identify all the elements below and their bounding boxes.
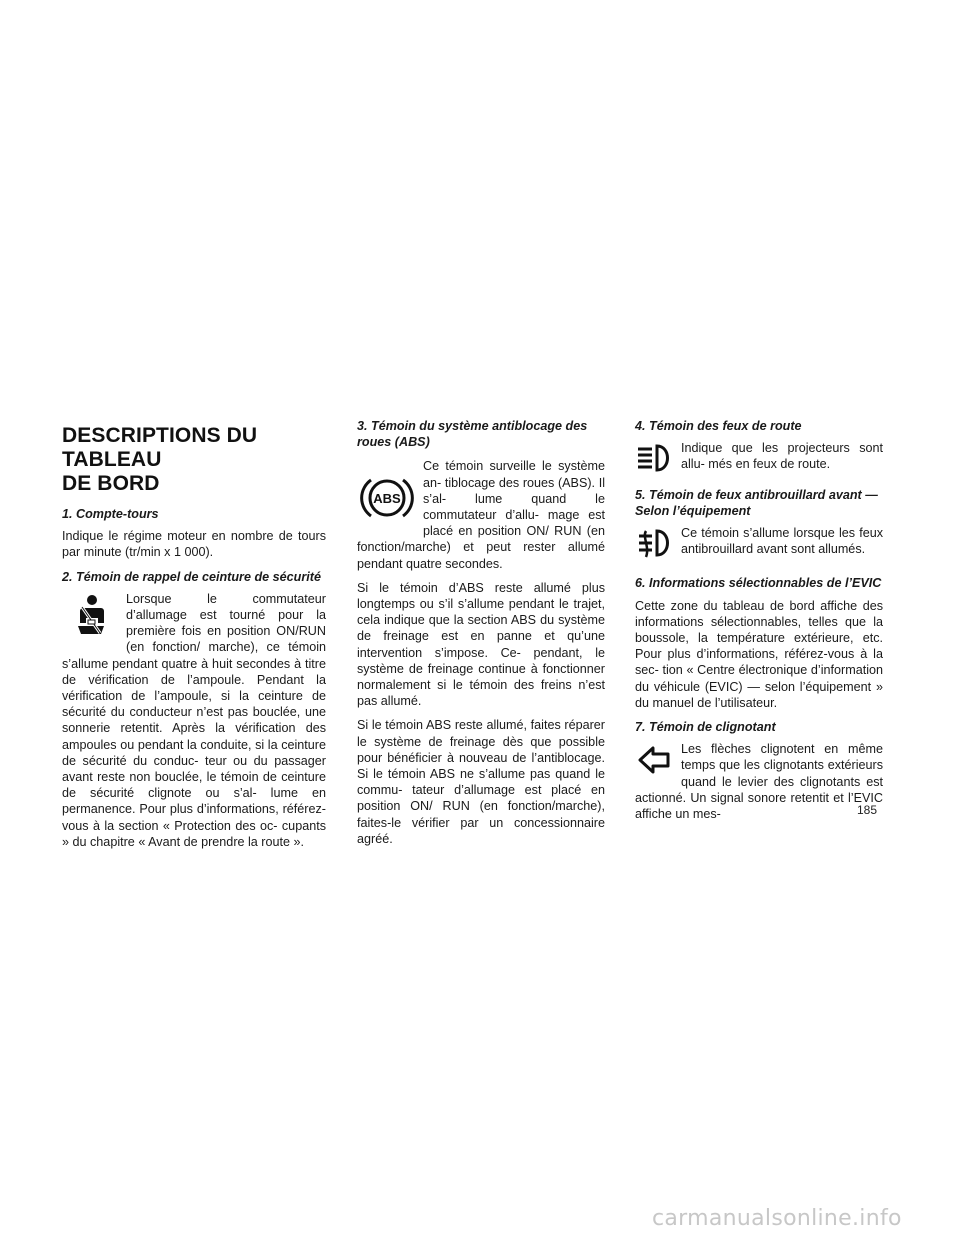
- section-3-text-3: Si le témoin ABS reste allumé, faites réparer le système de freinage dès que possible pour bénéficier à nouveau de l’antiblocage. Si le témoin ABS ne s’allume pas quand le commu- tateur d’allumage est placé en position ON/ RUN (en fonction/marche), faites-le vérifier par un concessionnaire agréé.: [357, 718, 605, 846]
- turn-signal-icon: [635, 743, 675, 777]
- section-5-heading: 5. Témoin de feux antibrouillard avant — Selon l’équipement: [635, 487, 878, 518]
- svg-text:ABS: ABS: [373, 491, 401, 507]
- abs-warning-icon: [357, 470, 417, 526]
- section-1-text: Indique le régime moteur en nombre de tours par minute (tr/min x 1 000).: [62, 529, 326, 560]
- seatbelt-icon: [62, 593, 120, 641]
- section-6-heading: 6. Informations sélectionnables de l’EVIC: [635, 576, 882, 591]
- section-4-heading: 4. Témoin des feux de route: [635, 419, 802, 433]
- section-2-text: Lorsque le commutateur d’allumage est tourné pour la première fois en position ON/RUN (en fonction/ marche), ce témoin s’allume pendant quatre à huit secondes à titre de vérification de l’ampoule. Pendant la vérification de l’ampoule, si la ceinture de sécurité du conducteur n’est pas bouclée, une sonnerie retentit. Après la vérification des ampoules ou pendant la conduite, si la ceinture de sécurité du conduc- teur ou du passager avant reste non bouclée, le témoin de ceinture de sécurité clignote ou s’al- lume en permanence. Pour plus d’informations, référez-vous à la section « Protection des oc- cupants » du chapitre « Avant de prendre la route ».: [62, 591, 326, 849]
- column-middle: [357, 418, 605, 855]
- section-4-text: Indique que les projecteurs sont allu- més en feux de route.: [681, 441, 883, 472]
- section-5-text: Ce témoin s’allume lorsque les feux antibrouillard avant sont allumés.: [681, 526, 883, 557]
- section-7-heading: 7. Témoin de clignotant: [635, 720, 776, 735]
- page-title: DESCRIPTIONS DU TABLEAU DE BORD: [62, 424, 258, 495]
- section-7-text: Les flèches clignotent en même temps que les clignotants extérieurs quand le levier des clignotants est actionné. Un signal sonore retentit et l’EVIC affiche un mes-: [635, 742, 883, 822]
- section-3-heading: 3. Témoin du système antiblocage des roues (ABS): [357, 419, 588, 450]
- column-left: [62, 418, 326, 858]
- section-3-text-2: Si le témoin d’ABS reste allumé plus longtemps ou s’il s’allume pendant le trajet, cela indique que la section ABS du système de freinage est en panne et qu’une intervention s’impose. Ce- pendant, le système de freinage continue à fonctionner normalement si le témoin des freins n’est pas allumé.: [357, 580, 605, 709]
- section-6-text: Cette zone du tableau de bord affiche des informations sélectionnables, telles que la boussole, la température extérieure, etc. Pour plus d’informations, référez-vous à la sec- tion « Centre électronique d’information du véhicule (EVIC) — selon l’équipement » du manuel de l’utilisateur.: [635, 598, 883, 710]
- column-right: [635, 418, 883, 830]
- section-3-text-1: Ce témoin surveille le système an- tiblocage des roues (ABS). Il s’al- lume quand le commutateur d’allu- mage est placé en position ON/ RUN (en fonction/marche) et peut rester allumé pendant quatre secondes.: [357, 459, 605, 571]
- page-number: 185: [857, 803, 878, 817]
- watermark: carmanualsonline.info: [652, 1206, 902, 1231]
- front-fog-light-icon: [635, 527, 675, 561]
- section-2-heading: 2. Témoin de rappel de ceinture de sécurité: [62, 569, 321, 584]
- section-1-heading: 1. Compte-tours: [62, 507, 159, 521]
- high-beam-icon: [635, 442, 675, 476]
